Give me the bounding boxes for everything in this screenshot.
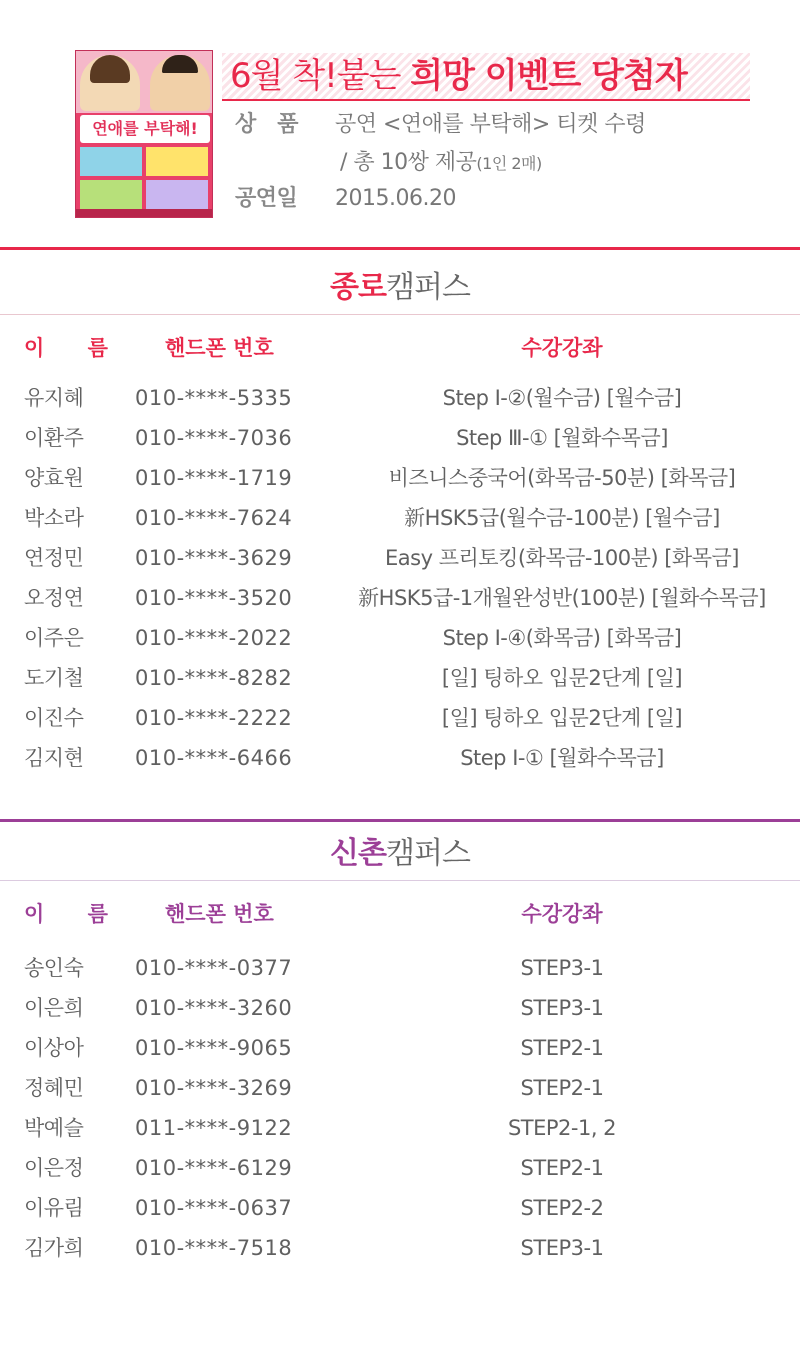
winner-course: 비즈니스중국어(화목금-50분) [화목금] <box>388 466 736 490</box>
winner-phone: 010-****-6129 <box>135 1156 293 1180</box>
winner-name: 오정연 <box>24 586 84 610</box>
section-title-jongno: 종로캠퍼스 <box>330 270 470 305</box>
product-quantity: / 총 10쌍 제공 <box>340 150 477 175</box>
winner-course: STEP3-1 <box>520 996 604 1020</box>
winner-phone: 010-****-9065 <box>135 1036 293 1060</box>
winner-phone: 010-****-7518 <box>135 1236 293 1260</box>
winner-phone: 010-****-7624 <box>135 506 293 530</box>
table-row <box>0 540 800 580</box>
winner-name: 도기철 <box>24 666 84 690</box>
winner-course: Step Ⅰ-②(월수금) [월수금] <box>442 386 682 410</box>
section-title-sinchon: 신촌캠퍼스 <box>330 836 470 871</box>
winner-course: Step Ⅰ-④(화목금) [화목금] <box>442 626 682 650</box>
winner-name: 이환주 <box>24 426 84 450</box>
table-row <box>0 1150 800 1190</box>
table-row <box>0 620 800 660</box>
date-label: 공연일 <box>235 186 298 211</box>
column-header-phone: 핸드폰 번호 <box>165 336 274 360</box>
winner-course: 新HSK5급(월수금-100분) [월수금] <box>404 506 720 530</box>
winner-phone: 010-****-0377 <box>135 956 293 980</box>
winner-name: 김지현 <box>24 746 84 770</box>
winner-name: 박소라 <box>24 506 84 530</box>
event-header <box>0 0 800 248</box>
winner-phone: 010-****-6466 <box>135 746 293 770</box>
winner-phone: 010-****-3269 <box>135 1076 293 1100</box>
product-quantity-note: (1인 2매) <box>476 154 542 173</box>
column-header-name: 이 름 <box>24 902 126 926</box>
winner-course: Easy 프리토킹(화목금-100분) [화목금] <box>385 546 739 570</box>
winner-course: STEP2-2 <box>520 1196 604 1220</box>
page-title: 6월 착!붙는 희망 이벤트 당첨자 <box>230 56 687 96</box>
table-row <box>0 700 800 740</box>
poster-image <box>75 50 213 218</box>
winner-course: [일] 팅하오 입문2단계 [일] <box>441 706 683 730</box>
winner-list-jongno <box>0 380 800 780</box>
date-row <box>235 184 456 214</box>
table-row <box>0 380 800 420</box>
table-row <box>0 460 800 500</box>
winner-name: 이은희 <box>24 996 84 1020</box>
winner-name: 박예슬 <box>24 1116 84 1140</box>
winner-phone: 011-****-9122 <box>135 1116 293 1140</box>
winner-phone: 010-****-5335 <box>135 386 293 410</box>
table-row <box>0 740 800 780</box>
date-value: 2015.06.20 <box>335 186 456 211</box>
winner-phone: 010-****-1719 <box>135 466 293 490</box>
winner-course: Step Ⅰ-① [월화수목금] <box>460 746 664 770</box>
table-row <box>0 1190 800 1230</box>
poster-title: 연애를 부탁해! <box>80 115 210 143</box>
winner-course: [일] 팅하오 입문2단계 [일] <box>441 666 683 690</box>
column-header-name: 이 름 <box>24 336 126 360</box>
winner-name: 이은정 <box>24 1156 84 1180</box>
winner-course: STEP2-1 <box>520 1036 604 1060</box>
winner-name: 송인숙 <box>24 956 84 980</box>
winner-name: 정혜민 <box>24 1076 84 1100</box>
table-row <box>0 580 800 620</box>
actress-photo <box>80 55 140 111</box>
winner-name: 유지혜 <box>24 386 84 410</box>
winner-phone: 010-****-2222 <box>135 706 293 730</box>
winner-course: Step Ⅲ-① [월화수목금] <box>456 426 668 450</box>
winner-phone: 010-****-8282 <box>135 666 293 690</box>
winner-course: STEP3-1 <box>520 1236 604 1260</box>
table-row <box>0 660 800 700</box>
winner-name: 양효원 <box>24 466 84 490</box>
winner-name: 이주은 <box>24 626 84 650</box>
winner-phone: 010-****-7036 <box>135 426 293 450</box>
section-divider-jongno <box>0 247 800 250</box>
winner-name: 이진수 <box>24 706 84 730</box>
table-row <box>0 1110 800 1150</box>
actor-photo <box>150 55 210 111</box>
winner-course: STEP3-1 <box>520 956 604 980</box>
column-header-course: 수강강좌 <box>521 902 603 926</box>
column-header-course: 수강강좌 <box>521 336 603 360</box>
table-row <box>0 950 800 990</box>
product-label: 상 품 <box>235 112 299 137</box>
winner-phone: 010-****-3629 <box>135 546 293 570</box>
winner-name: 연정민 <box>24 546 84 570</box>
table-row <box>0 1070 800 1110</box>
product-value: 공연 <연애를 부탁해> 티켓 수령 <box>335 112 646 137</box>
table-row <box>0 1230 800 1270</box>
winner-list-sinchon <box>0 950 800 1270</box>
winner-phone: 010-****-2022 <box>135 626 293 650</box>
column-header-phone: 핸드폰 번호 <box>165 902 274 926</box>
winner-course: 新HSK5급-1개월완성반(100분) [월화수목금] <box>358 586 766 610</box>
product-row <box>235 110 646 140</box>
winner-course: STEP2-1 <box>520 1076 604 1100</box>
winner-name: 이유림 <box>24 1196 84 1220</box>
winner-phone: 010-****-3520 <box>135 586 293 610</box>
table-row <box>0 1030 800 1070</box>
winner-course: STEP2-1 <box>520 1156 604 1180</box>
table-row <box>0 500 800 540</box>
winner-name: 김가희 <box>24 1236 84 1260</box>
winner-phone: 010-****-3260 <box>135 996 293 1020</box>
product-detail-row <box>340 148 542 179</box>
table-row <box>0 990 800 1030</box>
section-divider-sinchon <box>0 819 800 822</box>
winner-phone: 010-****-0637 <box>135 1196 293 1220</box>
winner-course: STEP2-1, 2 <box>507 1116 617 1140</box>
table-row <box>0 420 800 460</box>
winner-name: 이상아 <box>24 1036 84 1060</box>
